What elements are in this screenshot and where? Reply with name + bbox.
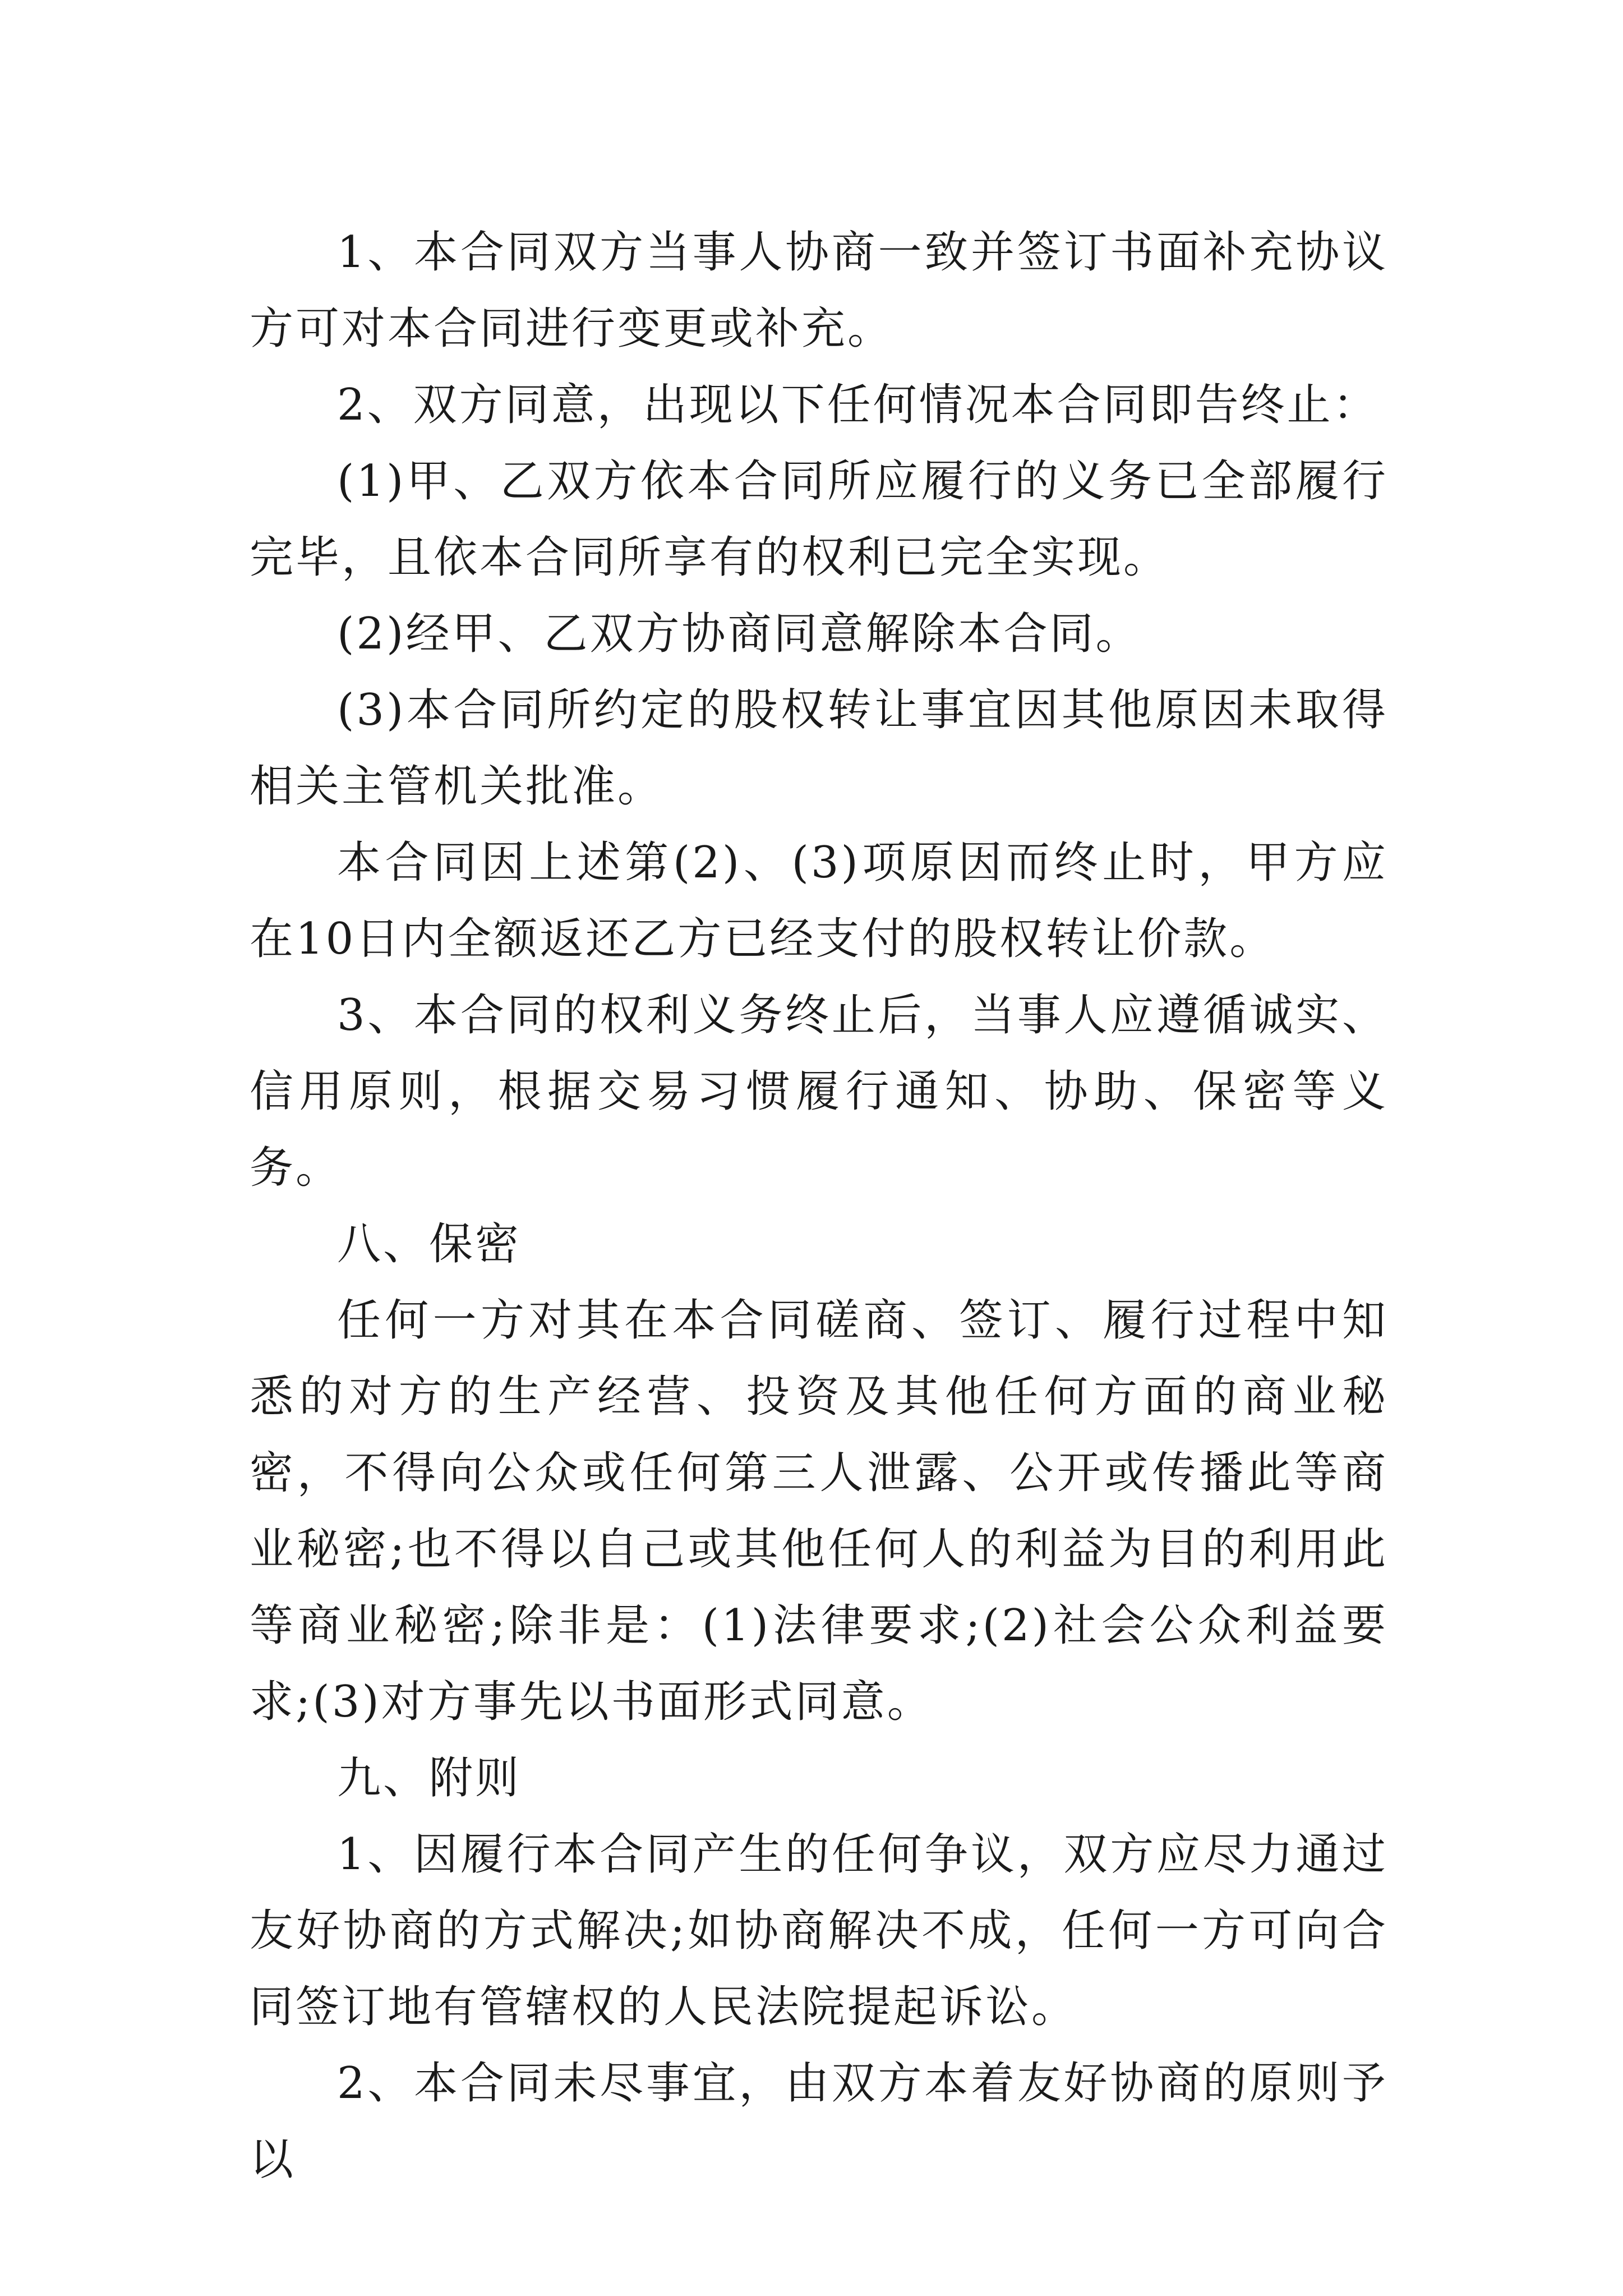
document-body — [250, 214, 1388, 2198]
supplementary-clause-2: 2、本合同未尽事宜，由双方本着友好协商的原则予以 — [250, 2058, 1388, 2185]
section-heading-supplementary: 九、附则 — [337, 1753, 522, 1803]
supplementary-clause-1: 1、因履行本合同产生的任何争议，双方应尽力通过友好协商的方式解决;如协商解决不成，任何一方可向合同签订地有管辖权的人民法院提起诉讼。 — [250, 1829, 1388, 2032]
termination-refund: 本合同因上述第(2)、(3)项原因而终止时，甲方应在10日内全额返还乙方已经支付的股权转让价款。 — [250, 838, 1388, 964]
clause-3-post-termination: 3、本合同的权利义务终止后，当事人应遵循诚实、信用原则，根据交易习惯履行通知、协助、保密等义务。 — [250, 990, 1388, 1193]
confidentiality-body: 任何一方对其在本合同磋商、签订、履行过程中知悉的对方的生产经营、投资及其他任何方面的商业秘密，不得向公众或任何第三人泄露、公开或传播此等商业秘密;也不得以自己或其他任何人的利益为目的利用此等商业秘密;除非是：(1)法律要求;(2)社会公众利益要求;(3)对方事先以书面形式同意。 — [250, 1295, 1388, 1727]
clause-2-termination: 2、双方同意，出现以下任何情况本合同即告终止： — [337, 380, 1379, 430]
clause-1-modification: 1、本合同双方当事人协商一致并签订书面补充协议方可对本合同进行变更或补充。 — [250, 227, 1388, 354]
section-heading-confidentiality: 八、保密 — [337, 1219, 522, 1269]
termination-item-2: (2)经甲、乙双方协商同意解除本合同。 — [337, 609, 1142, 659]
termination-item-3: (3)本合同所约定的股权转让事宜因其他原因未取得相关主管机关批准。 — [250, 685, 1388, 812]
termination-item-1: (1)甲、乙双方依本合同所应履行的义务已全部履行完毕，且依本合同所享有的权利已完全实现。 — [250, 456, 1388, 583]
